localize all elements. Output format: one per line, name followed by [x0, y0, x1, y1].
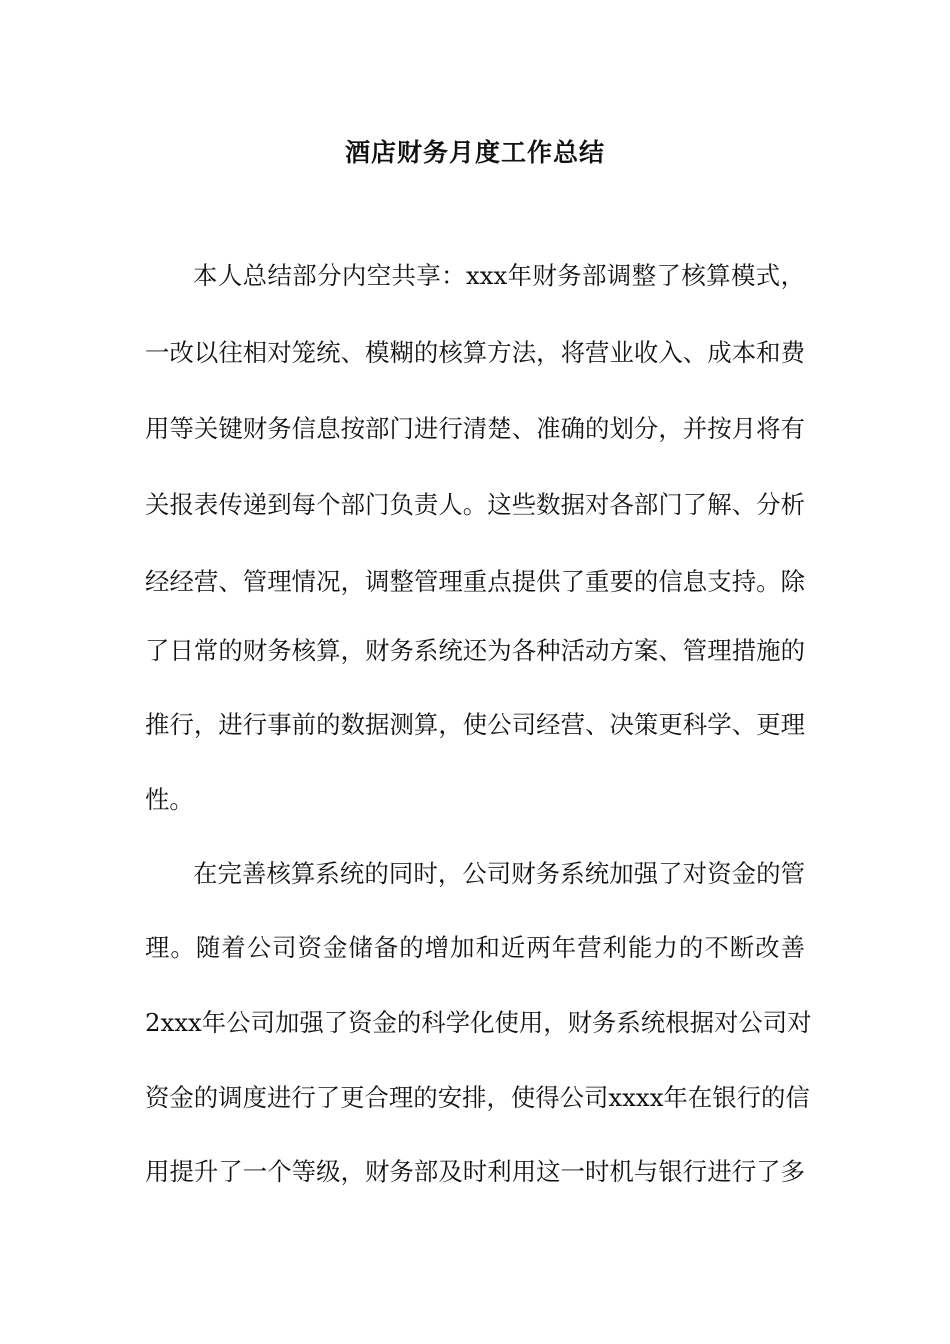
- paragraph-1-line-7: 推行，进行事前的数据测算，使公司经营、决策更科学、更理: [145, 710, 805, 739]
- paragraph-1-line-8: 性。: [145, 785, 194, 814]
- paragraph-1-line-4: 关报表传递到每个部门负责人。这些数据对各部门了解、分析: [145, 490, 805, 519]
- paragraph-2-line-4: 资金的调度进行了更合理的安排，使得公司xxxx年在银行的信: [145, 1083, 810, 1112]
- paragraph-1-line-6: 了日常的财务核算，财务系统还为各种活动方案、管理措施的: [145, 636, 805, 665]
- document-title: 酒店财务月度工作总结: [344, 138, 605, 167]
- paragraph-1-line-2: 一改以往相对笼统、模糊的核算方法，将营业收入、成本和费: [145, 338, 805, 367]
- paragraph-2-line-1: 在完善核算系统的同时，公司财务系统加强了对资金的管: [193, 859, 805, 888]
- paragraph-1-line-5: 经经营、管理情况，调整管理重点提供了重要的信息支持。除: [145, 567, 805, 596]
- paragraph-2-line-5: 用提升了一个等级，财务部及时利用这一时机与银行进行了多: [145, 1157, 805, 1186]
- paragraph-1-line-3: 用等关键财务信息按部门进行清楚、准确的划分，并按月将有: [145, 414, 805, 443]
- paragraph-1-line-1: 本人总结部分内空共享：xxx年财务部调整了核算模式，: [193, 261, 805, 290]
- paragraph-2-line-2: 理。随着公司资金储备的增加和近两年营利能力的不断改善: [145, 933, 805, 962]
- paragraph-2-line-3: 2xxx年公司加强了资金的科学化使用，财务系统根据对公司对: [145, 1008, 812, 1037]
